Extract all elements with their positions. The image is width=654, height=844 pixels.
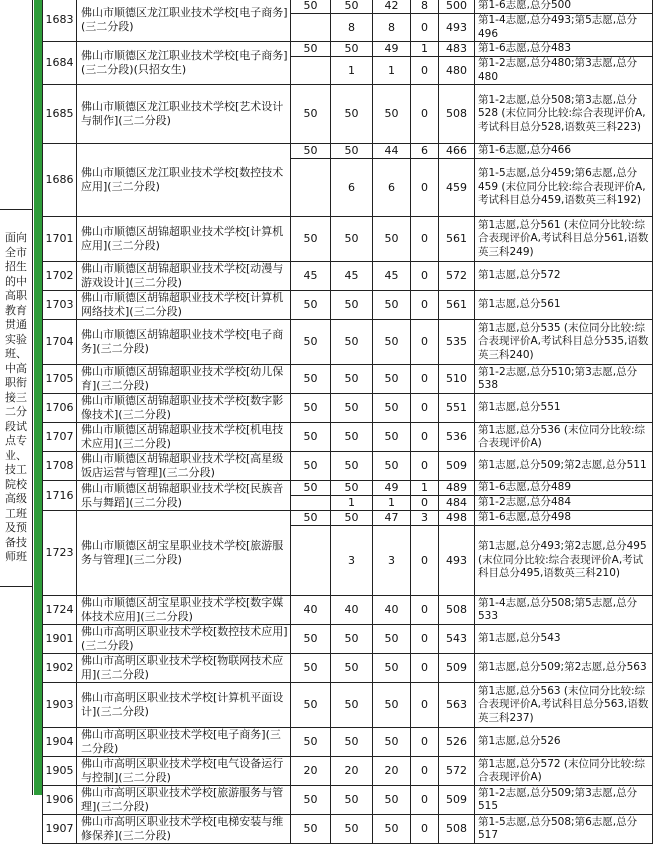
value-a <box>291 496 331 511</box>
value-d: 0 <box>411 85 439 144</box>
value-a: 50 <box>291 625 331 654</box>
value-a: 50 <box>291 85 331 144</box>
value-a: 50 <box>291 217 331 262</box>
value-b: 3 <box>331 526 373 596</box>
program-name: 佛山市顺德区胡锦超职业技术学校[电子商务](三二分段) <box>77 320 291 365</box>
program-name: 佛山市顺德区胡宝星职业技术学校[数字媒体技术应用](三二分段) <box>77 596 291 625</box>
admission-note: 第1-2志愿,总分480;第3志愿,总分480 <box>475 57 653 85</box>
admission-note: 第1志愿,总分509;第2志愿,总分511 <box>475 452 653 481</box>
program-code: 1723 <box>43 511 77 596</box>
admission-table-wrapper <box>42 0 652 842</box>
value-c: 1 <box>373 496 411 511</box>
admission-note: 第1-4志愿,总分493;第5志愿,总分496 <box>475 14 653 42</box>
program-name: 佛山市顺德区胡锦超职业技术学校[数字影像技术](三二分段) <box>77 394 291 423</box>
program-name: 佛山市高明区职业技术学校[旅游服务与管理](三二分段) <box>77 786 291 815</box>
value-d: 0 <box>411 815 439 844</box>
value-c: 50 <box>373 365 411 394</box>
value-a: 50 <box>291 481 331 496</box>
value-b: 50 <box>331 217 373 262</box>
admission-note: 第1-6志愿,总分483 <box>475 42 653 57</box>
value-d: 1 <box>411 481 439 496</box>
admission-note: 第1志愿,总分563 (末位同分比较:综合表现评价A,考试科目总分563,语数英三科237) <box>475 683 653 728</box>
value-a: 50 <box>291 42 331 57</box>
value-b: 1 <box>331 57 373 85</box>
table-row <box>43 394 653 423</box>
value-e: 508 <box>439 596 475 625</box>
admission-note: 第1志愿,总分536 (末位同分比较:综合表现评价A) <box>475 423 653 452</box>
value-e: 526 <box>439 728 475 757</box>
value-c: 20 <box>373 757 411 786</box>
program-name: 佛山市顺德区胡锦超职业技术学校[计算机应用](三二分段) <box>77 217 291 262</box>
program-code: 1905 <box>43 757 77 786</box>
value-c: 6 <box>373 159 411 217</box>
value-e: 563 <box>439 683 475 728</box>
program-name: 佛山市顺德区龙江职业技术学校[数控技术应用](三二分段) <box>77 144 291 217</box>
value-a: 50 <box>291 511 331 526</box>
value-b: 50 <box>331 365 373 394</box>
table-row <box>43 728 653 757</box>
value-c: 50 <box>373 85 411 144</box>
value-d: 3 <box>411 511 439 526</box>
category-label: 面向全市招生的中高职教育贯通实验班、中高职衔接三二分段试点专业、技工院校高级工班及预备技师班 <box>5 231 27 564</box>
value-c: 50 <box>373 423 411 452</box>
program-code: 1904 <box>43 728 77 757</box>
value-e: 483 <box>439 42 475 57</box>
value-a: 50 <box>291 291 331 320</box>
value-c: 1 <box>373 57 411 85</box>
program-name: 佛山市顺德区胡锦超职业技术学校[高星级饭店运营与管理](三二分段) <box>77 452 291 481</box>
program-name: 佛山市高明区职业技术学校[计算机平面设计](三二分段) <box>77 683 291 728</box>
value-e: 551 <box>439 394 475 423</box>
value-d: 8 <box>411 0 439 14</box>
value-b: 50 <box>331 786 373 815</box>
table-row <box>43 320 653 365</box>
value-d: 0 <box>411 159 439 217</box>
program-code: 1708 <box>43 452 77 481</box>
value-b: 50 <box>331 42 373 57</box>
value-b: 50 <box>331 85 373 144</box>
value-a <box>291 57 331 85</box>
value-a: 50 <box>291 0 331 14</box>
program-code: 1903 <box>43 683 77 728</box>
program-name: 佛山市高明区职业技术学校[数控技术应用](三二分段) <box>77 625 291 654</box>
value-b: 50 <box>331 683 373 728</box>
value-c: 40 <box>373 596 411 625</box>
value-c: 50 <box>373 786 411 815</box>
admission-note: 第1志愿,总分535 (末位同分比较:综合表现评价A,考试科目总分535,语数英三科240) <box>475 320 653 365</box>
table-row <box>43 42 653 57</box>
value-e: 536 <box>439 423 475 452</box>
value-a: 50 <box>291 815 331 844</box>
value-a: 45 <box>291 262 331 291</box>
value-b: 50 <box>331 625 373 654</box>
green-column-band <box>34 0 42 795</box>
value-e: 535 <box>439 320 475 365</box>
admission-table <box>42 0 653 844</box>
program-code: 1702 <box>43 262 77 291</box>
value-a: 40 <box>291 596 331 625</box>
value-e: 489 <box>439 481 475 496</box>
program-name: 佛山市顺德区龙江职业技术学校[艺术设计与制作](三二分段) <box>77 85 291 144</box>
value-e: 500 <box>439 0 475 14</box>
value-d: 0 <box>411 596 439 625</box>
value-d: 0 <box>411 452 439 481</box>
value-b: 50 <box>331 654 373 683</box>
value-b: 50 <box>331 320 373 365</box>
table-row <box>43 757 653 786</box>
category-cell-top <box>0 0 33 210</box>
program-code: 1901 <box>43 625 77 654</box>
value-c: 47 <box>373 511 411 526</box>
value-c: 50 <box>373 625 411 654</box>
value-c: 49 <box>373 42 411 57</box>
value-b: 40 <box>331 596 373 625</box>
value-a <box>291 14 331 42</box>
value-b: 50 <box>331 423 373 452</box>
admission-note: 第1-5志愿,总分459;第6志愿,总分459 (末位同分比较:综合表现评价A,考试科目总分459,语数英三科192) <box>475 159 653 217</box>
value-a: 50 <box>291 365 331 394</box>
value-b: 50 <box>331 511 373 526</box>
value-c: 42 <box>373 0 411 14</box>
value-d: 0 <box>411 496 439 511</box>
value-b: 50 <box>331 728 373 757</box>
category-cell-bottom <box>0 586 33 795</box>
value-e: 561 <box>439 217 475 262</box>
value-e: 543 <box>439 625 475 654</box>
admission-note: 第1志愿,总分543 <box>475 625 653 654</box>
value-c: 8 <box>373 14 411 42</box>
program-code: 1724 <box>43 596 77 625</box>
table-row <box>43 144 653 159</box>
admission-note: 第1志愿,总分561 (末位同分比较:综合表现评价A,考试科目总分561,语数英三科249) <box>475 217 653 262</box>
table-row <box>43 365 653 394</box>
table-row <box>43 262 653 291</box>
value-a: 50 <box>291 394 331 423</box>
table-row <box>43 217 653 262</box>
value-b: 6 <box>331 159 373 217</box>
value-e: 493 <box>439 14 475 42</box>
value-a: 50 <box>291 786 331 815</box>
value-e: 508 <box>439 815 475 844</box>
program-name: 佛山市顺德区胡锦超职业技术学校[民族音乐与舞蹈](三二分段) <box>77 481 291 511</box>
value-e: 510 <box>439 365 475 394</box>
value-d: 0 <box>411 728 439 757</box>
value-d: 0 <box>411 14 439 42</box>
value-b: 50 <box>331 291 373 320</box>
value-a <box>291 159 331 217</box>
admission-note: 第1志愿,总分509;第2志愿,总分563 <box>475 654 653 683</box>
value-c: 50 <box>373 291 411 320</box>
table-row <box>43 0 653 14</box>
program-code: 1706 <box>43 394 77 423</box>
value-e: 572 <box>439 757 475 786</box>
value-a: 50 <box>291 144 331 159</box>
value-a: 50 <box>291 452 331 481</box>
value-a: 20 <box>291 757 331 786</box>
value-c: 50 <box>373 728 411 757</box>
value-c: 3 <box>373 526 411 596</box>
value-c: 44 <box>373 144 411 159</box>
program-code: 1707 <box>43 423 77 452</box>
value-e: 509 <box>439 452 475 481</box>
program-name: 佛山市顺德区胡锦超职业技术学校[机电技术应用](三二分段) <box>77 423 291 452</box>
value-e: 508 <box>439 85 475 144</box>
program-code: 1685 <box>43 85 77 144</box>
program-name: 佛山市顺德区龙江职业技术学校[电子商务](三二分段)(只招女生) <box>77 42 291 85</box>
value-d: 0 <box>411 262 439 291</box>
table-row <box>43 511 653 526</box>
table-row <box>43 596 653 625</box>
admission-note: 第1-5志愿,总分508;第6志愿,总分517 <box>475 815 653 844</box>
value-b: 50 <box>331 144 373 159</box>
value-d: 0 <box>411 291 439 320</box>
program-code: 1686 <box>43 144 77 217</box>
value-c: 49 <box>373 481 411 496</box>
value-d: 0 <box>411 394 439 423</box>
program-name: 佛山市顺德区胡锦超职业技术学校[动漫与游戏设计](三二分段) <box>77 262 291 291</box>
value-c: 50 <box>373 815 411 844</box>
admission-note: 第1志愿,总分572 <box>475 262 653 291</box>
value-a: 50 <box>291 320 331 365</box>
admission-note: 第1-2志愿,总分509;第3志愿,总分515 <box>475 786 653 815</box>
value-d: 0 <box>411 423 439 452</box>
category-cell <box>0 210 33 586</box>
value-d: 0 <box>411 57 439 85</box>
admission-note: 第1志愿,总分493;第2志愿,总分495 (末位同分比较:综合表现评价A,考试科目总分495,语数英三科210) <box>475 526 653 596</box>
value-d: 0 <box>411 217 439 262</box>
value-a: 50 <box>291 654 331 683</box>
value-e: 572 <box>439 262 475 291</box>
admission-note: 第1-6志愿,总分498 <box>475 511 653 526</box>
value-d: 0 <box>411 786 439 815</box>
program-name: 佛山市顺德区龙江职业技术学校[电子商务](三二分段) <box>77 0 291 42</box>
program-code: 1705 <box>43 365 77 394</box>
value-c: 50 <box>373 452 411 481</box>
value-e: 459 <box>439 159 475 217</box>
value-a: 50 <box>291 728 331 757</box>
value-c: 50 <box>373 394 411 423</box>
value-d: 0 <box>411 320 439 365</box>
value-c: 50 <box>373 320 411 365</box>
table-row <box>43 291 653 320</box>
table-row <box>43 452 653 481</box>
value-b: 50 <box>331 394 373 423</box>
admission-note: 第1-2志愿,总分484 <box>475 496 653 511</box>
value-e: 509 <box>439 786 475 815</box>
value-e: 480 <box>439 57 475 85</box>
value-e: 509 <box>439 654 475 683</box>
admission-note: 第1志愿,总分561 <box>475 291 653 320</box>
value-b: 50 <box>331 452 373 481</box>
value-e: 466 <box>439 144 475 159</box>
value-b: 50 <box>331 815 373 844</box>
value-d: 6 <box>411 144 439 159</box>
value-d: 0 <box>411 683 439 728</box>
table-row <box>43 625 653 654</box>
admission-note: 第1-2志愿,总分508;第3志愿,总分528 (末位同分比较:综合表现评价A,考试科目总分528,语数英三科223) <box>475 85 653 144</box>
value-b: 50 <box>331 481 373 496</box>
table-row <box>43 683 653 728</box>
program-code: 1907 <box>43 815 77 844</box>
table-row <box>43 815 653 844</box>
table-row <box>43 654 653 683</box>
admission-note: 第1志愿,总分526 <box>475 728 653 757</box>
value-b: 1 <box>331 496 373 511</box>
value-b: 45 <box>331 262 373 291</box>
value-e: 493 <box>439 526 475 596</box>
value-b: 50 <box>331 0 373 14</box>
admission-note: 第1-4志愿,总分508;第5志愿,总分533 <box>475 596 653 625</box>
admission-note: 第1志愿,总分572 (末位同分比较:综合表现评价A) <box>475 757 653 786</box>
value-e: 484 <box>439 496 475 511</box>
value-c: 50 <box>373 654 411 683</box>
admission-note: 第1-6志愿,总分500 <box>475 0 653 14</box>
value-d: 0 <box>411 526 439 596</box>
program-code: 1704 <box>43 320 77 365</box>
program-code: 1701 <box>43 217 77 262</box>
program-name: 佛山市高明区职业技术学校[电气设备运行与控制](三二分段) <box>77 757 291 786</box>
table-row <box>43 786 653 815</box>
program-name: 佛山市顺德区胡锦超职业技术学校[计算机网络技术](三二分段) <box>77 291 291 320</box>
value-c: 50 <box>373 217 411 262</box>
admission-note: 第1-6志愿,总分466 <box>475 144 653 159</box>
program-code: 1906 <box>43 786 77 815</box>
program-name: 佛山市顺德区胡锦超职业技术学校[幼儿保育](三二分段) <box>77 365 291 394</box>
program-code: 1684 <box>43 42 77 85</box>
value-a: 50 <box>291 683 331 728</box>
value-c: 45 <box>373 262 411 291</box>
table-row <box>43 85 653 144</box>
program-name: 佛山市高明区职业技术学校[物联网技术应用](三二分段) <box>77 654 291 683</box>
program-name: 佛山市高明区职业技术学校[电子商务](三二分段) <box>77 728 291 757</box>
value-b: 20 <box>331 757 373 786</box>
table-row <box>43 423 653 452</box>
value-e: 561 <box>439 291 475 320</box>
program-name: 佛山市顺德区胡宝星职业技术学校[旅游服务与管理](三二分段) <box>77 511 291 596</box>
program-code: 1902 <box>43 654 77 683</box>
table-row <box>43 481 653 496</box>
value-b: 8 <box>331 14 373 42</box>
program-code: 1716 <box>43 481 77 511</box>
value-d: 0 <box>411 654 439 683</box>
value-e: 498 <box>439 511 475 526</box>
admission-note: 第1-6志愿,总分489 <box>475 481 653 496</box>
value-a: 50 <box>291 423 331 452</box>
value-d: 1 <box>411 42 439 57</box>
value-d: 0 <box>411 365 439 394</box>
value-d: 0 <box>411 757 439 786</box>
admission-note: 第1志愿,总分551 <box>475 394 653 423</box>
admission-note: 第1-2志愿,总分510;第3志愿,总分538 <box>475 365 653 394</box>
value-c: 50 <box>373 683 411 728</box>
program-name: 佛山市高明区职业技术学校[电梯安装与维修保养](三二分段) <box>77 815 291 844</box>
value-d: 0 <box>411 625 439 654</box>
value-a <box>291 526 331 596</box>
program-code: 1703 <box>43 291 77 320</box>
table-body <box>43 0 653 844</box>
program-code: 1683 <box>43 0 77 42</box>
